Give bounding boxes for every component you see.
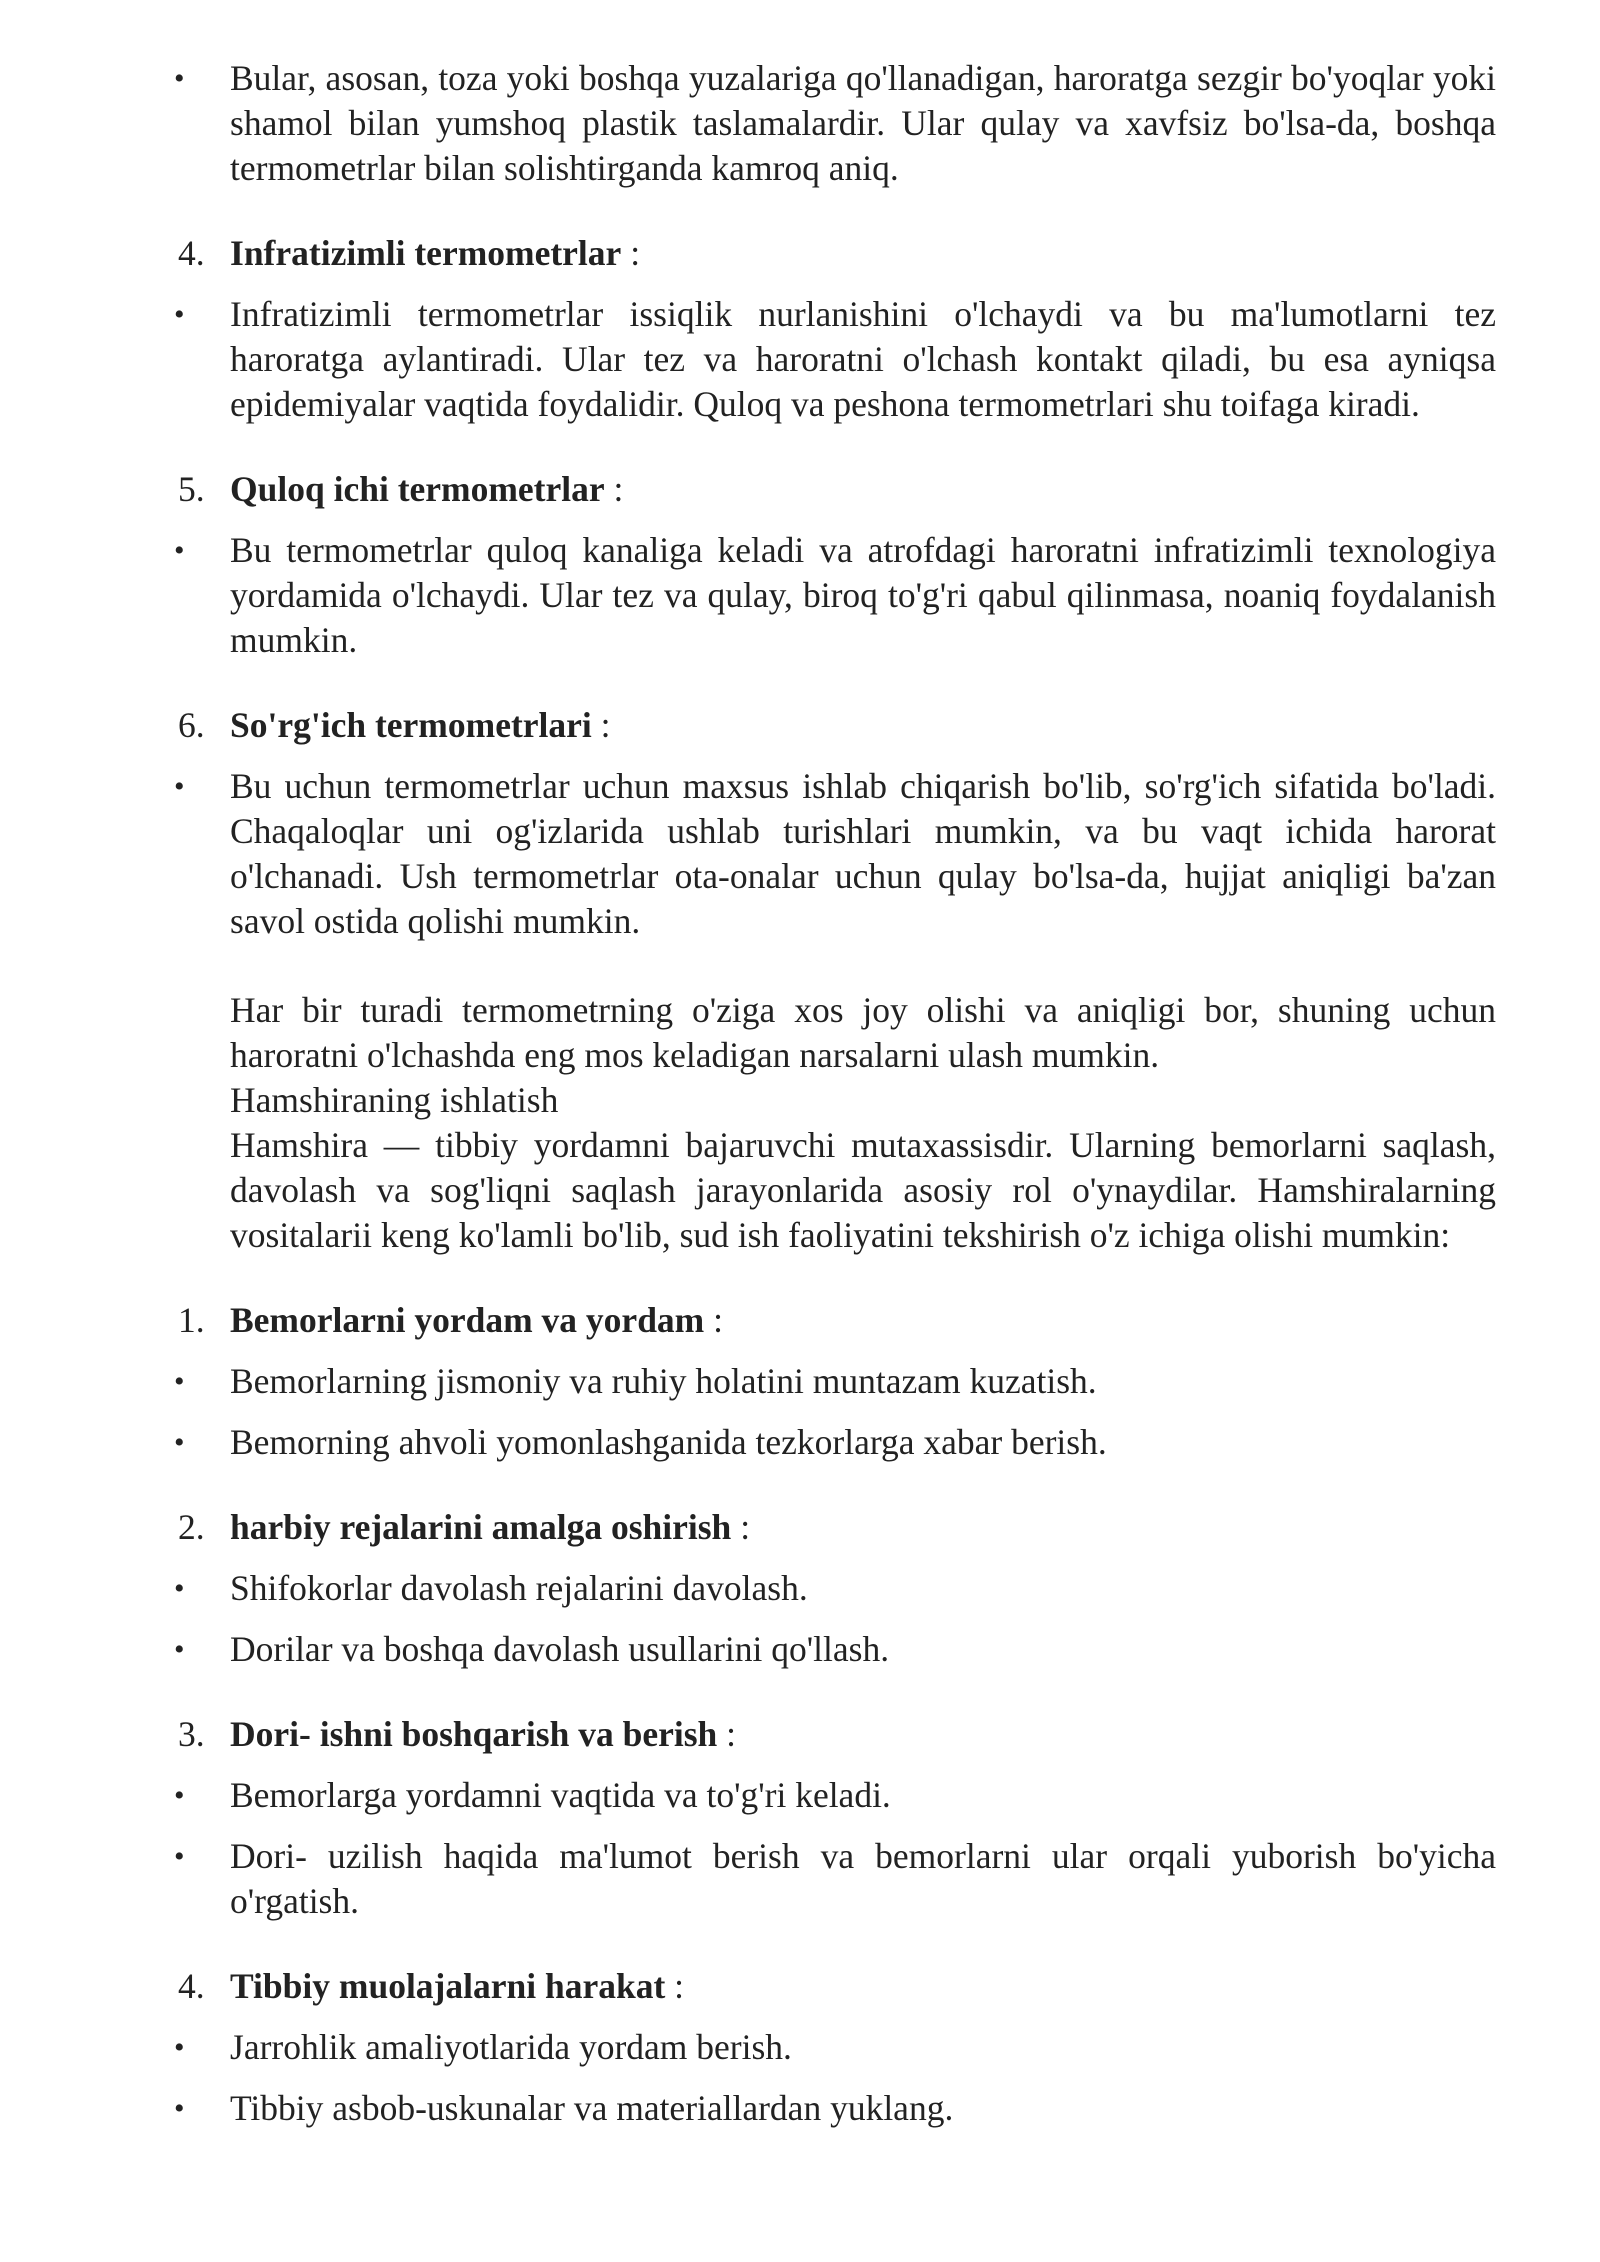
duty-heading [160,1712,1496,1757]
bullet-marker: • [174,298,185,331]
list-item [160,1834,1496,1924]
bullet-marker: • [174,62,185,95]
list-item [160,1420,1496,1465]
duty-title: Bemorlarni yordam va yordam [230,1300,705,1340]
duty-number: 4. [178,1966,205,2006]
duty-number: 3. [178,1714,205,1754]
duty-title: harbiy rejalarini amalga oshirish [230,1507,732,1547]
section-title-suffix: : [604,469,624,509]
duty-title-suffix: : [717,1714,737,1754]
duty-title-suffix: : [731,1507,751,1547]
list-item-text: Bemorlarga yordamni vaqtida va to'g'ri keladi. [230,1775,891,1815]
section-number: 4. [178,233,205,273]
bullet-marker: • [174,534,185,567]
duty-title: Dori- ishni boshqarish va berish [230,1714,718,1754]
list-item-text: Bu termometrlar quloq kanaliga keladi va atrofdagi haroratni infratizimli texnologiya yordamida o'lchaydi. Ular tez va qulay, biroq to'g'ri qabul qilinmasa, noaniq foydalanish mumkin. [230,530,1496,660]
bullet-marker: • [174,1365,185,1398]
list-item-text: Dorilar va boshqa davolash usullarini qo'llash. [230,1629,890,1669]
list-item-text: Bemorlarning jismoniy va ruhiy holatini muntazam kuzatish. [230,1361,1097,1401]
list-item-text: Bemorning ahvoli yomonlashganida tezkorlarga xabar berish. [230,1422,1107,1462]
section-heading [160,703,1496,748]
list-item [160,1773,1496,1818]
duty-title-suffix: : [665,1966,685,2006]
bullet-marker: • [174,1633,185,1666]
list-item [160,1627,1496,1672]
duty-title-suffix: : [704,1300,724,1340]
list-item [160,2086,1496,2131]
section-heading [160,231,1496,276]
section-heading [160,467,1496,512]
bullet-marker: • [174,1572,185,1605]
list-item-text: Shifokorlar davolash rejalarini davolash. [230,1568,808,1608]
list-item-text: Dori- uzilish haqida ma'lumot berish va bemorlarni ular orqali yuborish bo'yicha o'rgatish. [230,1836,1496,1921]
duty-heading [160,1298,1496,1343]
list-item [160,764,1496,944]
duty-heading [160,1505,1496,1550]
section-number: 6. [178,705,205,745]
list-item-text: Tibbiy asbob-uskunalar va materiallardan yuklang. [230,2088,954,2128]
nurse-intro-paragraph: Hamshira — tibbiy yordamni bajaruvchi mutaxassisdir. Ularning bemorlarni saqlash, davolash va sog'liqni saqlash jarayonlarida asosiy rol o'ynaydilar. Hamshiralarning vositalarii keng ko'lamli bo'lib, sud ish faoliyatini tekshirish o'z ichiga olishi mumkin: [230,1125,1496,1255]
list-item [160,56,1496,191]
bullet-marker: • [174,770,185,803]
list-item [160,1359,1496,1404]
duty-number: 1. [178,1300,205,1340]
document-body [160,56,1496,2131]
section-title-suffix: : [621,233,641,273]
duty-heading [160,1964,1496,2009]
section-title-suffix: : [591,705,611,745]
list-item [160,2025,1496,2070]
list-item [160,292,1496,427]
duty-title: Tibbiy muolajalarni harakat [230,1966,666,2006]
bullet-marker: • [174,1426,185,1459]
nurse-heading: Hamshiraning ishlatish [230,1080,559,1120]
list-item [160,528,1496,663]
section-title: Quloq ichi termometrlar [230,469,605,509]
summary-paragraph: Har bir turadi termometrning o'ziga xos joy olishi va aniqligi bor, shuning uchun haroratni o'lchashda eng mos keladigan narsalarni ulash mumkin. [230,990,1496,1075]
list-item-text: Bular, asosan, toza yoki boshqa yuzalariga qo'llanadigan, haroratga sezgir bo'yoqlar yoki shamol bilan yumshoq plastik taslamalardir. Ular qulay va xavfsiz bo'lsa-da, boshqa termometrlar bilan solishtirganda kamroq aniq. [230,58,1496,188]
section-title: So'rg'ich termometrlari [230,705,592,745]
bullet-marker: • [174,1779,185,1812]
duty-number: 2. [178,1507,205,1547]
section-number: 5. [178,469,205,509]
list-item-text: Jarrohlik amaliyotlarida yordam berish. [230,2027,792,2067]
list-item [160,1566,1496,1611]
list-item-text: Infratizimli termometrlar issiqlik nurlanishini o'lchaydi va bu ma'lumotlarni tez haroratga aylantiradi. Ular tez va haroratni o'lchash kontakt qiladi, bu esa ayniqsa epidemiyalar vaqtida foydalidir. Quloq va peshona termometrlari shu toifaga kiradi. [230,294,1496,424]
section-title: Infratizimli termometrlar [230,233,622,273]
list-item-text: Bu uchun termometrlar uchun maxsus ishlab chiqarish bo'lib, so'rg'ich sifatida bo'ladi. Chaqaloqlar uni og'izlarida ushlab turishlari mumkin, va bu vaqt ichida harorat o'lchanadi. Ush termometrlar ota-onalar uchun qulay bo'lsa-da, hujjat aniqligi ba'zan savol ostida qolishi mumkin. [230,766,1496,941]
bullet-marker: • [174,2092,185,2125]
bullet-marker: • [174,2031,185,2064]
bullet-marker: • [174,1840,185,1873]
